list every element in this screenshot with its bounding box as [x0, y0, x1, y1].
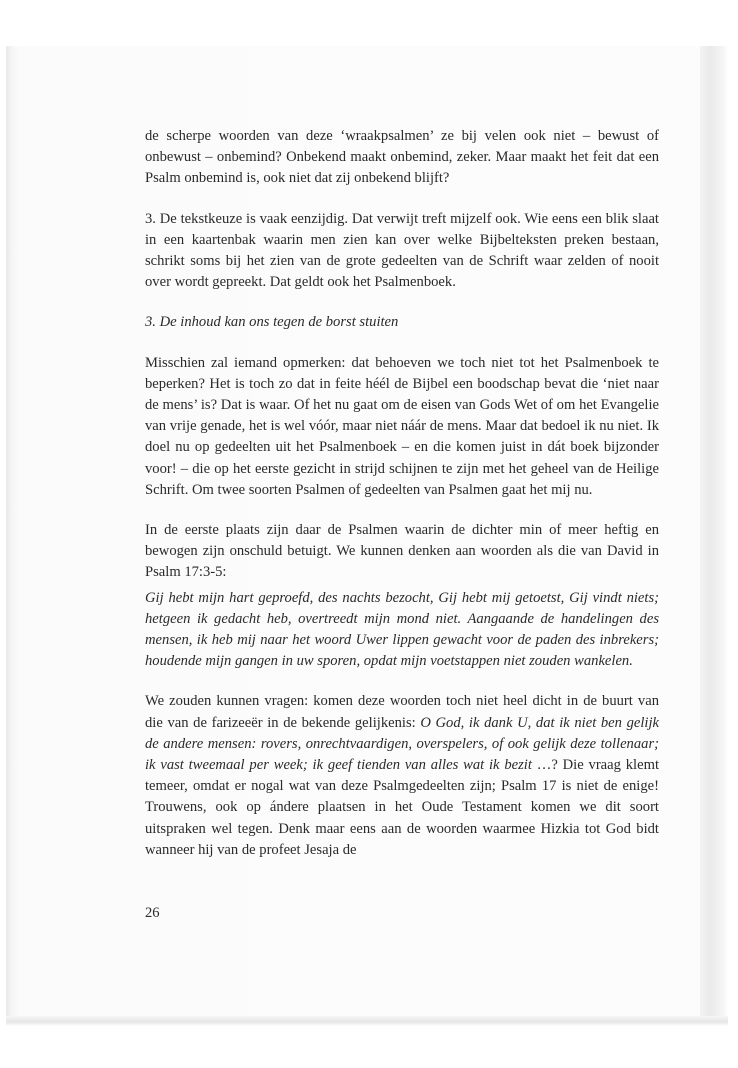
- paragraph-5: [145, 691, 659, 861]
- section-heading: 3. De inhoud kan ons tegen de borst stuiten: [145, 314, 399, 331]
- paragraph-3: Misschien zal iemand opmerken: dat behoeven we toch niet tot het Psalmenboek te beperken? Het is toch zo dat in feite héél de Bijbel een boodschap bevat die ‘niet naar de mens’ is? Dat is waar. Of het nu gaat om de eisen van Gods Wet of om het Evangelie van vrije genade, het is wel vóór, maar niet náár de mens. Maar dat bedoel ik nu niet. Ik doel nu op gedeelten uit het Psalmenboek – en die komen juist in dát boek bijzonder voor! – die op het eerste gezicht in strijd schijnen te zijn met het geheel van de Heilige Schrift. Om twee soorten Psalmen of gedeelten van Psalmen gaat het mij nu.: [145, 354, 659, 498]
- paragraph-gap: [145, 190, 659, 209]
- paragraph-4: In de eerste plaats zijn daar de Psalmen waarin de dichter min of meer heftig en bewogen zijn onschuld betuigt. We kunnen denken aan woorden als die van David in Psalm 17:3-5:: [145, 522, 659, 581]
- paragraph-5-italic-quote: O God, ik dank U, dat ik niet ben gelijk de andere mensen: rovers, onrechtvaardigen, overspelers, of ook gelijk deze tollenaar; ik vast tweemaal per week; ik geef tienden van alles wat ik bezit: [145, 714, 659, 774]
- paragraph-2: 3. De tekstkeuze is vaak eenzijdig. Dat verwijt treft mijzelf ook. Wie eens een blik slaat in een kaartenbak waarin men zien kan over welke Bijbelteksten preken bestaan, schrikt soms bij het zien van de grote gedeelten van de Schrift waar zelden of nooit over wordt gepreekt. Dat geldt ook het Psalmenboek.: [145, 210, 659, 291]
- paragraph-gap: [145, 672, 659, 691]
- paragraph-1: de scherpe woorden van deze ‘wraakpsalmen’ ze bij velen ook niet – bewust of onbewust – onbemind? Onbekend maakt onbemind, zeker. Maar maakt het feit dat een Psalm onbemind is, ook niet dat zij onbekend blijft?: [145, 128, 659, 187]
- text-block: [145, 126, 659, 861]
- paragraph-gap: [145, 293, 659, 312]
- block-quote: Gij hebt mijn hart geproefd, des nachts bezocht, Gij hebt mij getoetst, Gij vindt niets; hetgeen ik gedacht heb, overtreedt mijn mond niet. Aangaande de handelingen des mensen, ik heb mij naar het woord Uwer lippen gewacht voor de paden des inbrekers; houdende mijn gangen in uw sporen, opdat mijn voetstappen niet zouden wankelen.: [145, 589, 659, 670]
- paragraph-5-end: …? Die vraag klemt temeer, omdat er nogal wat van deze Psalmgedeelten zijn; Psalm 17 is niet de enige! Trouwens, ook op ándere plaatsen in het Oude Testament komen we dit soort uitspraken wel tegen. Denk maar eens aan de woorden waarmee Hizkia tot God bidt wanneer hij van de profeet Jesaja de: [145, 757, 659, 858]
- page-right-edge: [700, 46, 728, 1024]
- page-number: 26: [145, 905, 160, 921]
- paragraph-gap: [145, 334, 659, 353]
- page-bottom-edge: [6, 1016, 728, 1026]
- paragraph-gap: [145, 501, 659, 520]
- paragraph-5-start: We zouden kunnen vragen: komen deze woorden toch niet heel dicht in de buurt van die van de farizeeër in de bekende gelijkenis:: [145, 693, 659, 731]
